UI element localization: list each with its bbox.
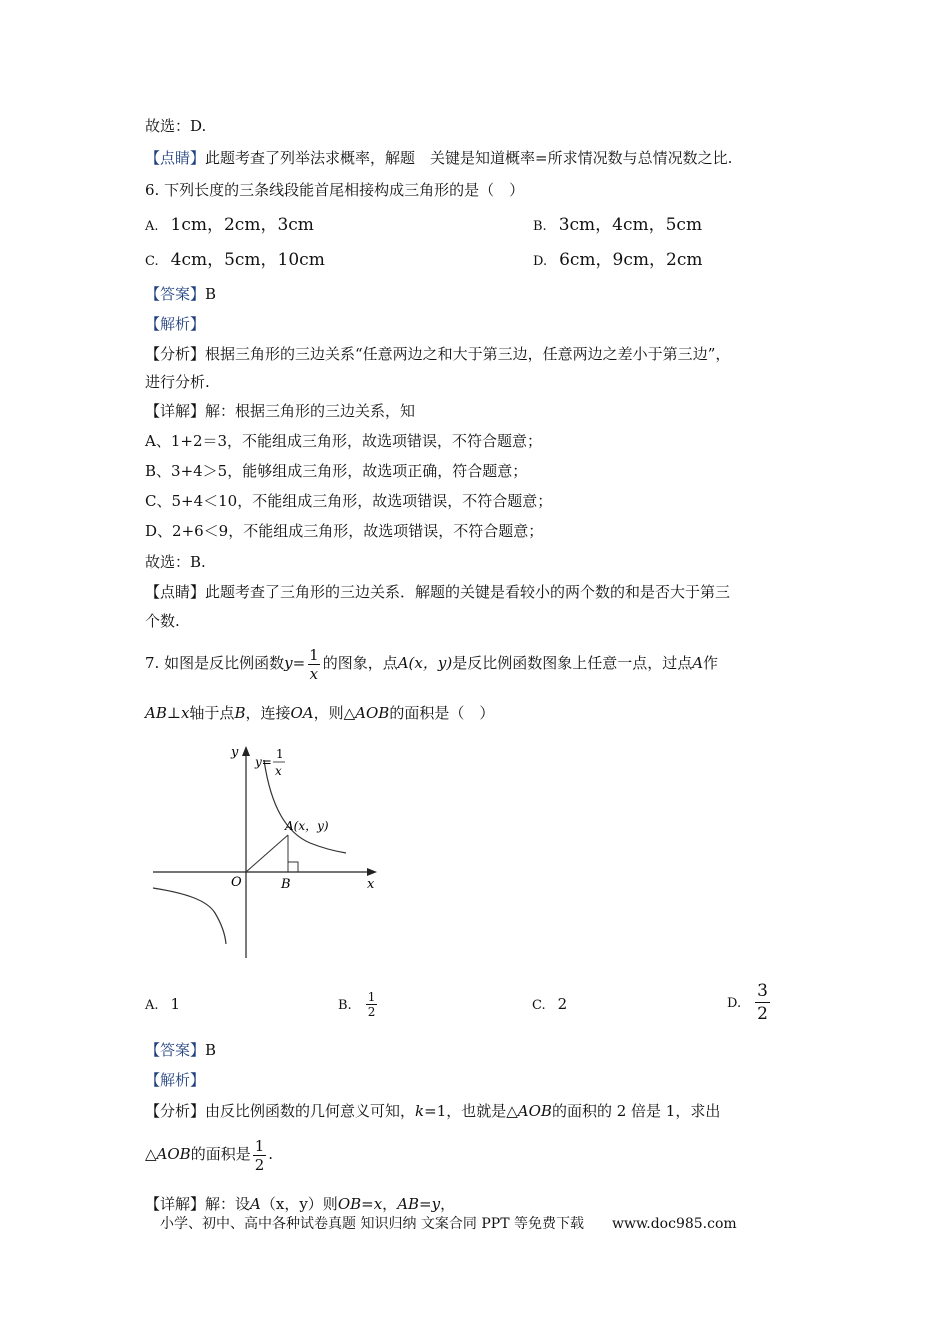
fenxi-text: . xyxy=(268,1145,274,1163)
fraction-numerator: 3 xyxy=(757,981,768,1001)
xiangjie-math: AB=y xyxy=(397,1195,441,1213)
q7-stem-cont xyxy=(145,702,494,724)
xiangjie-math: OB=x xyxy=(337,1195,383,1213)
comment-text: 此题考查了列举法求概率，解题 关键是知道概率=所求情况数与总情况数之比. xyxy=(205,149,733,167)
comment-tag: 【点睛】 xyxy=(145,149,206,167)
fenxi-text: 的面积的 2 倍是 1，求出 xyxy=(551,1102,721,1120)
xiangjie-math: A xyxy=(250,1195,261,1213)
right-angle-mark xyxy=(288,862,298,872)
q7-stem xyxy=(145,645,718,683)
option-text: 1cm，2cm，3cm xyxy=(170,215,314,235)
option-letter: C. xyxy=(145,254,159,269)
xiangjie-text: 解：设 xyxy=(205,1195,251,1213)
fenxi-math: k xyxy=(415,1102,425,1120)
xiangjie-text: （x，y）则 xyxy=(260,1195,338,1213)
option-letter: B. xyxy=(338,997,352,1013)
xiangjie-tag: 【详解】 xyxy=(145,402,206,420)
stem-text: 的面积是（ ） xyxy=(389,704,495,722)
stem-math: AOB xyxy=(355,704,390,722)
fenxi-text: △ xyxy=(145,1145,157,1163)
stem-point-a: A xyxy=(692,654,704,672)
stem-point: A(x，y) xyxy=(397,654,453,672)
option-text: 1 xyxy=(170,995,181,1013)
xiangjie-tag: 【详解】 xyxy=(145,1195,206,1213)
function-label: y= xyxy=(255,755,272,769)
xiangjie-text: ， xyxy=(440,1195,456,1213)
fraction-denominator: 2 xyxy=(757,1004,768,1024)
option-text: 2 xyxy=(557,995,568,1013)
fraction-denominator: 2 xyxy=(367,1005,376,1019)
q7-answer xyxy=(145,1039,216,1061)
option-fraction xyxy=(366,990,378,1019)
fenxi-math: AOB xyxy=(156,1145,191,1163)
fenxi-tag: 【分析】 xyxy=(145,1102,206,1120)
stem-text: 是反比例函数图象上任意一点，过点 xyxy=(452,654,693,672)
stem-text: 7. 如图是反比例函数 xyxy=(145,654,285,672)
fraction-numerator: 1 xyxy=(254,1136,265,1155)
q6-option-b xyxy=(533,214,702,238)
q7-fenxi xyxy=(145,1100,720,1122)
x-axis-arrow xyxy=(367,868,377,876)
q7-option-c xyxy=(532,993,567,1017)
option-letter: B. xyxy=(533,219,547,234)
footer-site-link[interactable]: www.doc985.com xyxy=(611,1216,737,1232)
fenxi-text: 根据三角形的三边关系“任意两边之和大于第三边，任意两边之差小于第三边”， xyxy=(205,345,731,363)
fenxi-text: =1，也就是△ xyxy=(424,1102,518,1120)
stem-text: 轴于点 xyxy=(189,704,235,722)
q6-option-d xyxy=(533,249,702,273)
q7-figure xyxy=(145,738,385,963)
y-axis-arrow xyxy=(242,746,250,756)
q5-choice: 故选：D. xyxy=(145,117,207,135)
fraction-denominator: 2 xyxy=(254,1155,265,1174)
q6-step-d: D、2+6＜9，不能组成三角形，故选项错误，不符合题意； xyxy=(145,522,544,540)
q6-comment xyxy=(145,581,730,603)
q6-answer xyxy=(145,283,216,305)
xiangjie-text: 解：根据三角形的三边关系，知 xyxy=(205,402,416,420)
option-text: 4cm，5cm，10cm xyxy=(170,250,325,270)
option-fraction xyxy=(755,980,770,1025)
q7-xiangjie xyxy=(145,1193,455,1215)
q6-xiangjie xyxy=(145,400,415,422)
q6-choice: 故选：B. xyxy=(145,553,206,571)
option-letter: C. xyxy=(532,998,546,1013)
option-text: 6cm，9cm，2cm xyxy=(559,250,703,270)
stem-func: y= xyxy=(284,654,306,672)
page-footer xyxy=(160,1213,737,1233)
footer-text: 小学、初中、高中各种试卷真题 知识归纳 文案合同 PPT 等免费下载 xyxy=(160,1216,584,1232)
stem-text: ，则△ xyxy=(313,704,356,722)
q6-step-a: A、1+2＝3，不能组成三角形，故选项错误，不符合题意； xyxy=(145,432,543,450)
q6-comment-cont: 个数. xyxy=(145,612,180,630)
answer-tag: 【答案】 xyxy=(145,285,206,303)
option-text: 3cm，4cm，5cm xyxy=(558,215,703,235)
x-axis-label: x xyxy=(367,877,375,892)
point-a-label: A(x，y) xyxy=(285,819,329,833)
y-axis-label: y xyxy=(231,745,239,760)
q7-fenxi-cont xyxy=(145,1136,273,1174)
function-numerator: 1 xyxy=(276,747,284,761)
q7-option-a xyxy=(145,993,180,1017)
option-letter: A. xyxy=(145,219,159,234)
q6-fenxi xyxy=(145,343,730,365)
q7-option-d xyxy=(727,980,772,1025)
q6-stem: 6. 下列长度的三条线段能首尾相接构成三角形的是（ ） xyxy=(145,181,525,199)
comment-tag: 【点睛】 xyxy=(145,583,206,601)
xiangjie-text: ， xyxy=(382,1195,398,1213)
function-denominator: x xyxy=(275,764,282,778)
q7-analysis-tag: 【解析】 xyxy=(145,1071,206,1089)
fenxi-text: 的面积是 xyxy=(190,1145,251,1163)
stem-math: OA xyxy=(290,704,314,722)
stem-math: AB⊥x xyxy=(145,704,190,722)
origin-label: O xyxy=(231,875,242,890)
fenxi-text: 由反比例函数的几何意义可知， xyxy=(205,1102,416,1120)
stem-fraction xyxy=(307,646,321,683)
q7-option-b xyxy=(338,990,379,1019)
q6-option-a xyxy=(145,214,314,238)
stem-text: ，连接 xyxy=(245,704,291,722)
option-letter: D. xyxy=(727,995,742,1011)
q6-fenxi-cont: 进行分析. xyxy=(145,373,210,391)
fraction-denominator: x xyxy=(309,664,319,683)
answer-value: B xyxy=(205,285,217,303)
hyperbola-branch-negative xyxy=(153,888,226,944)
fraction-numerator: 1 xyxy=(309,645,319,664)
q6-analysis-tag: 【解析】 xyxy=(145,315,206,333)
fenxi-fraction xyxy=(253,1137,267,1174)
fenxi-math: AOB xyxy=(517,1102,552,1120)
q5-comment xyxy=(145,147,732,169)
q6-step-b: B、3+4＞5，能够组成三角形，故选项正确，符合题意； xyxy=(145,462,528,480)
fenxi-tag: 【分析】 xyxy=(145,345,206,363)
q6-option-c xyxy=(145,249,325,273)
answer-value: B xyxy=(205,1041,217,1059)
option-letter: A. xyxy=(145,998,159,1013)
stem-math: B xyxy=(234,704,246,722)
stem-text: 的图象，点 xyxy=(322,654,398,672)
answer-tag: 【答案】 xyxy=(145,1041,206,1059)
fraction-numerator: 1 xyxy=(367,990,376,1004)
q6-step-c: C、5+4＜10，不能组成三角形，故选项错误，不符合题意； xyxy=(145,492,553,510)
segment-oa xyxy=(246,835,288,872)
point-b-label: B xyxy=(281,877,291,892)
stem-text: 作 xyxy=(703,654,719,672)
option-letter: D. xyxy=(533,254,548,269)
comment-text: 此题考查了三角形的三边关系．解题的关键是看较小的两个数的和是否大于第三 xyxy=(205,583,731,601)
